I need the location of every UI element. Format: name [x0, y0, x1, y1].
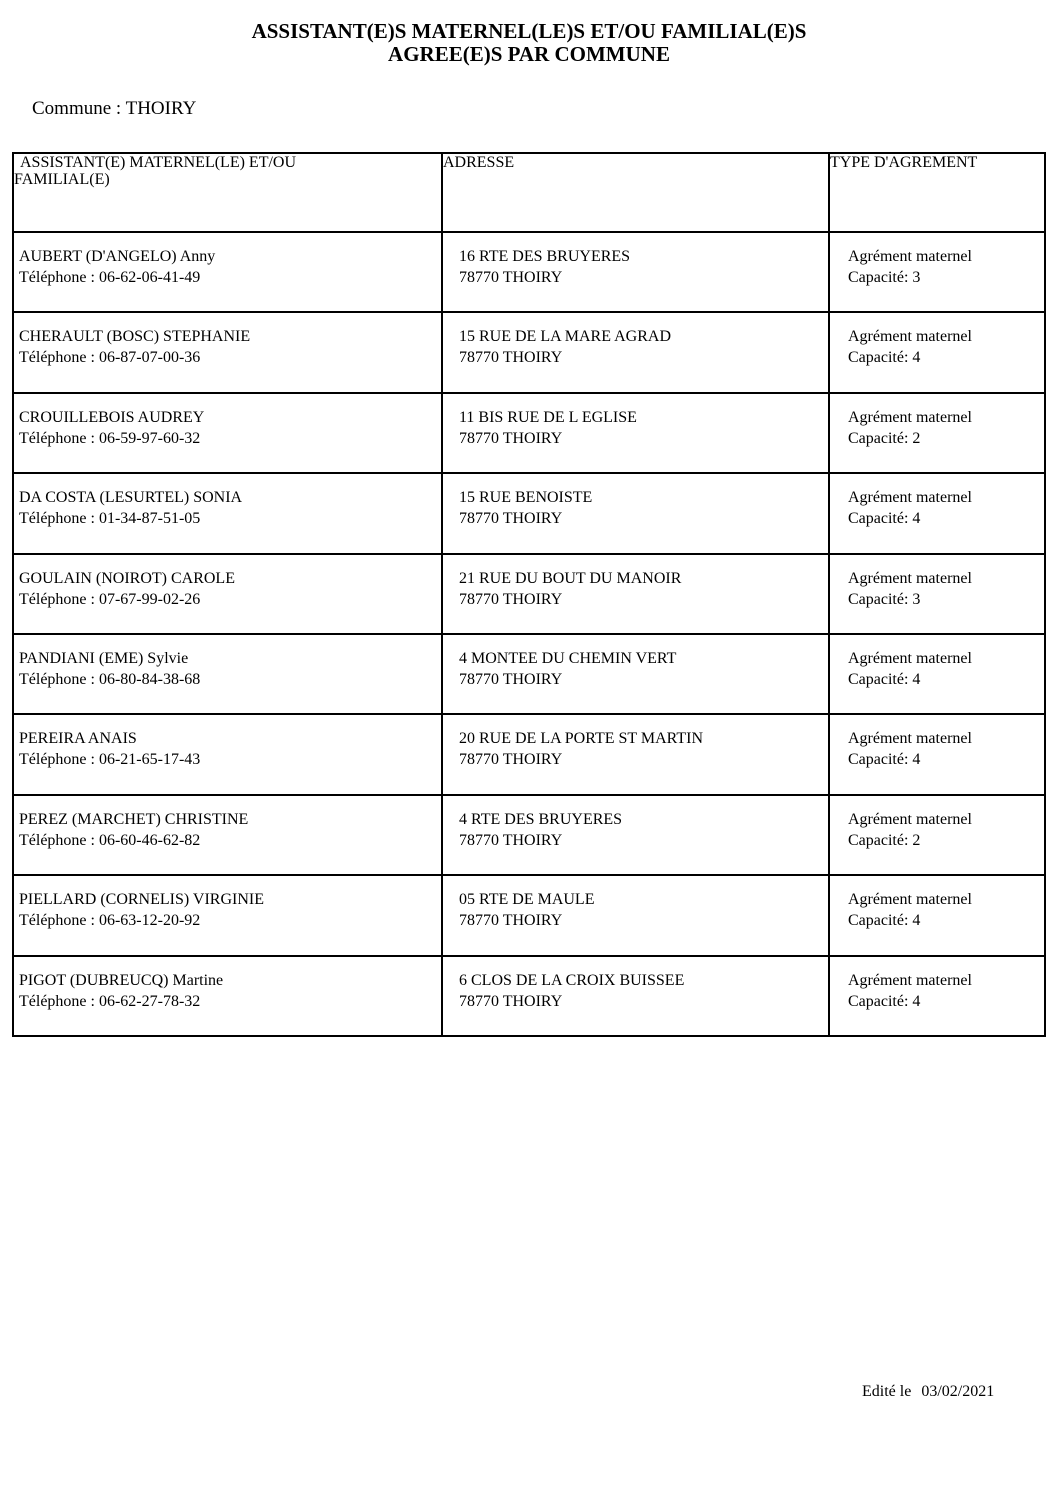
edited-label: Edité le	[862, 1383, 912, 1400]
column-header-assistant	[13, 153, 442, 232]
agrement-capacity: Capacité: 4	[848, 992, 921, 1010]
assistant-phone: Téléphone : 07-67-99-02-26	[19, 590, 201, 608]
edition-footer	[862, 1383, 994, 1401]
agrement-capacity: Capacité: 4	[848, 349, 921, 367]
address-street: 15 RUE DE LA MARE AGRAD	[459, 328, 672, 346]
agrement-type: Agrément maternel	[848, 649, 972, 667]
assistant-cell	[13, 554, 442, 634]
address-cell	[442, 473, 829, 553]
assistant-name: DA COSTA (LESURTEL) SONIA	[19, 489, 243, 507]
agrement-capacity: Capacité: 3	[848, 590, 921, 608]
agrement-cell	[829, 875, 1045, 955]
table-row	[13, 312, 1045, 392]
assistant-cell	[13, 714, 442, 794]
assistant-phone: Téléphone : 06-80-84-38-68	[19, 670, 201, 688]
assistant-cell	[13, 232, 442, 312]
agrement-capacity: Capacité: 4	[848, 670, 921, 688]
agrement-type: Agrément maternel	[848, 328, 972, 346]
assistant-name: PIELLARD (CORNELIS) VIRGINIE	[19, 891, 265, 909]
agrement-cell	[829, 473, 1045, 553]
assistant-phone: Téléphone : 06-87-07-00-36	[19, 349, 201, 367]
agrement-type: Agrément maternel	[848, 408, 972, 426]
assistant-name: CROUILLEBOIS AUDREY	[19, 408, 205, 426]
agrement-cell	[829, 634, 1045, 714]
agrement-cell	[829, 393, 1045, 473]
agrement-cell	[829, 554, 1045, 634]
table-row	[13, 634, 1045, 714]
address-street: 21 RUE DU BOUT DU MANOIR	[459, 569, 682, 587]
agrement-cell	[829, 795, 1045, 875]
assistant-name: PEREIRA ANAIS	[19, 730, 137, 748]
agrement-cell	[829, 232, 1045, 312]
address-city: 78770 THOIRY	[459, 429, 563, 447]
assistant-name: GOULAIN (NOIROT) CAROLE	[19, 569, 235, 587]
assistant-cell	[13, 312, 442, 392]
agrement-type: Agrément maternel	[848, 810, 972, 828]
table-row	[13, 393, 1045, 473]
table-header-row	[13, 153, 1045, 232]
address-cell	[442, 714, 829, 794]
address-cell	[442, 232, 829, 312]
address-cell	[442, 956, 829, 1036]
agrement-capacity: Capacité: 4	[848, 912, 921, 930]
title-line-1: ASSISTANT(E)S MATERNEL(LE)S ET/OU FAMILIAL(E)S	[251, 19, 807, 43]
assistant-cell	[13, 956, 442, 1036]
agrement-capacity: Capacité: 4	[848, 510, 921, 528]
address-street: 20 RUE DE LA PORTE ST MARTIN	[459, 730, 704, 748]
address-street: 4 RTE DES BRUYERES	[459, 810, 623, 828]
assistant-phone: Téléphone : 06-63-12-20-92	[19, 912, 201, 930]
agrement-cell	[829, 956, 1045, 1036]
assistant-cell	[13, 795, 442, 875]
table-row	[13, 232, 1045, 312]
address-street: 11 BIS RUE DE L EGLISE	[459, 408, 637, 426]
table-row	[13, 795, 1045, 875]
address-cell	[442, 875, 829, 955]
table-row	[13, 714, 1045, 794]
commune-label: Commune : THOIRY	[32, 98, 197, 119]
table-row	[13, 473, 1045, 553]
address-city: 78770 THOIRY	[459, 992, 563, 1010]
column-header-assistant-line2: FAMILIAL(E)	[14, 171, 110, 188]
table-row	[13, 875, 1045, 955]
address-city: 78770 THOIRY	[459, 269, 563, 286]
assistant-phone: Téléphone : 06-62-06-41-49	[19, 269, 201, 286]
assistant-phone: Téléphone : 06-59-97-60-32	[19, 429, 201, 447]
agrement-capacity: Capacité: 2	[848, 831, 921, 849]
address-street: 6 CLOS DE LA CROIX BUISSEE	[459, 971, 685, 989]
agrement-capacity: Capacité: 3	[848, 269, 921, 286]
address-city: 78770 THOIRY	[459, 751, 563, 769]
address-cell	[442, 634, 829, 714]
address-cell	[442, 393, 829, 473]
address-street: 16 RTE DES BRUYERES	[459, 248, 631, 265]
assistant-name: PIGOT (DUBREUCQ) Martine	[19, 971, 224, 989]
document-title	[0, 20, 1058, 66]
agrement-type: Agrément maternel	[848, 248, 972, 265]
title-line-2: AGREE(E)S PAR COMMUNE	[388, 42, 670, 66]
agrement-type: Agrément maternel	[848, 730, 972, 748]
address-city: 78770 THOIRY	[459, 912, 563, 930]
edited-date: 03/02/2021	[921, 1383, 995, 1400]
column-header-type: TYPE D'AGREMENT	[829, 153, 1045, 232]
assistant-phone: Téléphone : 01-34-87-51-05	[19, 510, 201, 528]
agrement-capacity: Capacité: 4	[848, 751, 921, 769]
address-street: 15 RUE BENOISTE	[459, 489, 593, 507]
table-row	[13, 554, 1045, 634]
assistant-cell	[13, 393, 442, 473]
assistant-cell	[13, 634, 442, 714]
address-cell	[442, 554, 829, 634]
address-street: 4 MONTEE DU CHEMIN VERT	[459, 649, 677, 667]
agrement-cell	[829, 312, 1045, 392]
column-header-address: ADRESSE	[442, 153, 829, 232]
assistant-cell	[13, 875, 442, 955]
agrement-cell	[829, 714, 1045, 794]
agrement-type: Agrément maternel	[848, 971, 972, 989]
assistant-name: AUBERT (D'ANGELO) Anny	[19, 248, 216, 265]
address-city: 78770 THOIRY	[459, 670, 563, 688]
assistant-phone: Téléphone : 06-21-65-17-43	[19, 751, 201, 769]
assistant-cell	[13, 473, 442, 553]
assistant-phone: Téléphone : 06-62-27-78-32	[19, 992, 201, 1010]
address-cell	[442, 795, 829, 875]
agrement-type: Agrément maternel	[848, 489, 972, 507]
assistants-table	[12, 152, 1046, 1037]
agrement-capacity: Capacité: 2	[848, 429, 921, 447]
address-city: 78770 THOIRY	[459, 510, 563, 528]
assistant-phone: Téléphone : 06-60-46-62-82	[19, 831, 201, 849]
agrement-type: Agrément maternel	[848, 569, 972, 587]
agrement-type: Agrément maternel	[848, 891, 972, 909]
column-header-assistant-line1: ASSISTANT(E) MATERNEL(LE) ET/OU	[20, 154, 297, 171]
address-city: 78770 THOIRY	[459, 349, 563, 367]
address-city: 78770 THOIRY	[459, 831, 563, 849]
address-city: 78770 THOIRY	[459, 590, 563, 608]
table-row	[13, 956, 1045, 1036]
address-cell	[442, 312, 829, 392]
assistant-name: PANDIANI (EME) Sylvie	[19, 649, 189, 667]
table-body	[13, 232, 1045, 1036]
assistant-name: CHERAULT (BOSC) STEPHANIE	[19, 328, 251, 346]
assistant-name: PEREZ (MARCHET) CHRISTINE	[19, 810, 249, 828]
address-street: 05 RTE DE MAULE	[459, 891, 595, 909]
